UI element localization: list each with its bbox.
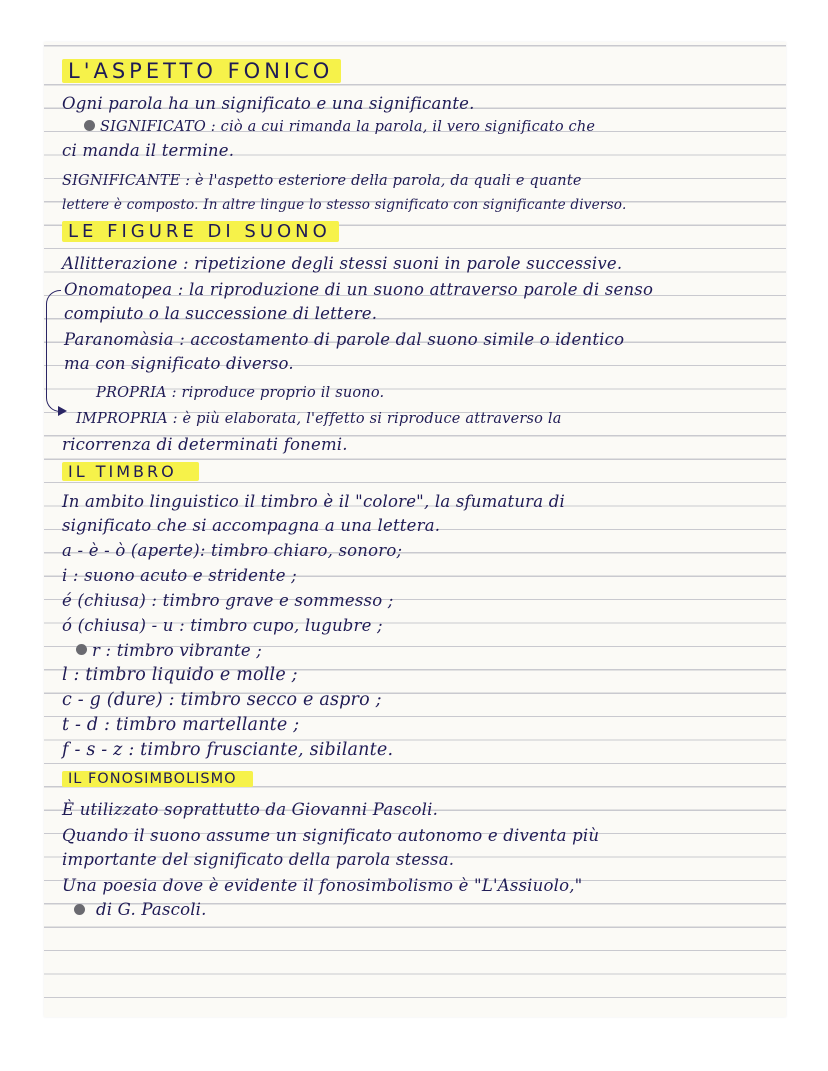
bullet-dot <box>76 644 87 655</box>
onomatopea-line-1: Onomatopea : la riproduzione di un suono attraverso parole di senso <box>64 280 654 299</box>
paronomasia-line-1: Paranomàsia : accostamento di parole dal suono simile o identico <box>64 330 625 349</box>
onomatopea-line-2: compiuto o la successione di lettere. <box>64 304 378 323</box>
significante-line-2: lettere è composto. In altre lingue lo stesso significato con significante diverso. <box>62 197 627 213</box>
fonosimbolismo-line-5: di G. Pascoli. <box>96 900 207 919</box>
impropria-line-1: IMPROPRIA : è più elaborata, l'effetto si riproduce attraverso la <box>76 411 562 427</box>
timbro-o-chiusa-line: ó (chiusa) - u : timbro cupo, lugubre ; <box>62 616 383 635</box>
propria-line: PROPRIA : riproduce proprio il suono. <box>96 385 385 401</box>
timbro-aperte-line: a - è - ò (aperte): timbro chiaro, sonoro; <box>62 541 403 560</box>
significato-line-1: SIGNIFICATO : ciò a cui rimanda la parola, il vero significato che <box>100 119 596 135</box>
timbro-r-line: r : timbro vibrante ; <box>92 641 263 660</box>
fonosimbolismo-line-4: Una poesia dove è evidente il fonosimbolismo è "L'Assiuolo," <box>62 876 583 895</box>
fonosimbolismo-line-2: Quando il suono assume un significato autonomo e diventa più <box>62 826 600 845</box>
timbro-def-line-2: significato che si accompagna a una lettera. <box>62 516 441 535</box>
heading-figure-di-suono: LE FIGURE DI SUONO <box>62 220 339 243</box>
notebook-page <box>44 42 786 1017</box>
heading-aspetto-fonico: L'ASPETTO FONICO <box>62 60 341 83</box>
heading-il-timbro: IL TIMBRO <box>62 460 199 483</box>
significato-line-2: ci manda il termine. <box>62 141 235 160</box>
bullet-dot <box>74 904 85 915</box>
impropria-line-2: ricorrenza di determinati fonemi. <box>62 435 348 454</box>
fonosimbolismo-line-1: È utilizzato soprattutto da Giovanni Pascoli. <box>62 800 439 819</box>
bracket-mark <box>46 290 61 412</box>
bullet-dot <box>84 120 95 131</box>
arrow-icon <box>58 406 67 416</box>
allitterazione-line: Allitterazione : ripetizione degli stessi suoni in parole successive. <box>62 254 623 273</box>
fonosimbolismo-line-3: importante del significato della parola stessa. <box>62 850 455 869</box>
timbro-fsz-line: f - s - z : timbro frusciante, sibilante. <box>62 740 394 760</box>
timbro-td-line: t - d : timbro martellante ; <box>62 715 300 735</box>
timbro-cg-line: c - g (dure) : timbro secco e aspro ; <box>62 690 382 710</box>
timbro-def-line-1: In ambito linguistico il timbro è il "colore", la sfumatura di <box>62 492 565 511</box>
timbro-e-chiusa-line: é (chiusa) : timbro grave e sommesso ; <box>62 591 394 610</box>
timbro-i-line: i : suono acuto e stridente ; <box>62 566 297 585</box>
heading-il-fonosimbolismo: IL FONOSIMBOLISMO <box>62 768 253 791</box>
significante-line-1: SIGNIFICANTE : è l'aspetto esteriore della parola, da quali e quante <box>62 173 582 189</box>
timbro-l-line: l : timbro liquido e molle ; <box>62 665 298 685</box>
intro-line: Ogni parola ha un significato e una significante. <box>62 94 475 113</box>
paronomasia-line-2: ma con significato diverso. <box>64 354 294 373</box>
